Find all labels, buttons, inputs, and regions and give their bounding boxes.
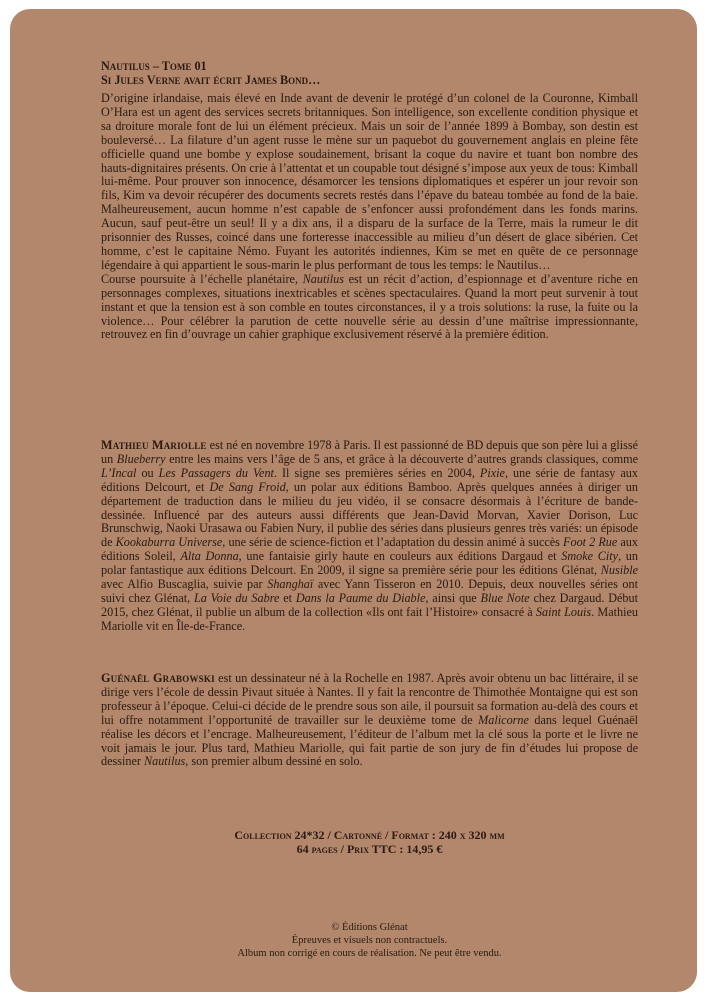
book-specs: [101, 828, 638, 856]
series-title: Nautilus – Tome 01: [101, 59, 207, 73]
format-line: Collection 24*32 / Cartonné / Format : 240 x 320 mm: [234, 828, 505, 842]
book-header: [101, 59, 638, 87]
copyright: © Éditions Glénat: [331, 922, 408, 933]
synopsis-paragraph-1: D’origine irlandaise, mais élevé en Inde avant de devenir le protégé d’un colonel de la Couronne, Kimball O’Hara est un agent des services secrets britanniques. Son intelligence, son excellente condition physique et sa droiture morale font de lui un élément précieux. Mais un soir de l’année 1899 à Bombay, son destin est bouleversé… La filature d’un agent russe le mène sur un paquebot du gouvernement anglais en pleine fête officielle quand une bombe y explose soudainement, brisant la coque du navire et tuant bon nombre des hauts-dignitaires présents. On crie à l’attentat et un coupable tout désigné s’impose aux yeux de tous: Kimball lui-même. Pour prouver son innocence, désamorcer les tensions diplomatiques et espérer un jour revoir son fils, Kim va devoir récupérer des documents secrets restés dans l’épave du bateau tombée au fond de la baie. Malheureusement, aucun homme n’est capable de s’enfoncer aussi profondément dans les fonds marins. Aucun, sauf peut-être un seul! Il y a dix ans, il a disparu de la surface de la Terre, mais la rumeur le dit prisonnier des Russes, coincé dans une forteresse inaccessible au milieu d’un désert de glace sibérien. Cet homme, c’est le capitaine Némo. Fuyant les autorités indiennes, Kim se met en quête de ce personnage légendaire à qui appartient le sous-marin le plus performant de tous les temps: le Nautilus…: [101, 91, 638, 272]
press-sheet: [10, 9, 697, 992]
author-name: Mathieu Mariolle: [101, 438, 207, 452]
artist-name: Guénaël Grabowski: [101, 671, 215, 685]
artist-bio: Guénaël Grabowski est un dessinateur né à la Rochelle en 1987. Après avoir obtenu un bac littéraire, il se dirige vers l’école de dessin Pivaut située à Nantes. Il y fait la rencontre de Thimothée Montaigne qui est son professeur à l’époque. Celui-ci décide de le prendre sous son aile, il poursuit sa formation au-delà des cours et lui offre notamment l’opportunité de travailler sur le deuxième tome de Malicorne dans lequel Guénaël réalise les décors et l’encrage. Malheureusement, l’éditeur de l’album met la clé sous la porte et le livre ne voit jamais le jour. Plus tard, Mathieu Mariolle, qui fait partie de son jury de fin d’études lui propose de dessiner Nautilus, son premier album dessiné en solo.: [101, 671, 638, 769]
author-bio: Mathieu Mariolle est né en novembre 1978 à Paris. Il est passionné de BD depuis que son père lui a glissé un Blueberry entre les mains vers l’âge de 5 ans, et grâce à la découverte d’autres grands classiques, comme L’Incal ou Les Passagers du Vent. Il signe ses premières séries en 2004, Pixie, une série de fantasy aux éditions Delcourt, et De Sang Froid, un polar aux éditions Bamboo. Après quelques années à diriger un département de traduction dans le milieu du jeu vidéo, il se consacre désormais à l’écriture de bande-dessinée. Influencé par des auteurs aussi différents que Jean-David Morvan, Xavier Dorison, Luc Brunschwig, Naoki Urasawa ou Fabien Nury, il publie des séries dans plusieurs genres très variés: un épisode de Kookaburra Universe, une série de science-fiction et l’adaptation du dessin animé à succès Foot 2 Rue aux éditions Soleil, Alta Donna, une fantaisie girly haute en couleurs aux éditions Dargaud et Smoke City, un polar fantastique aux éditions Delcourt. En 2009, il signe sa première série pour les éditions Glénat, Nusible avec Alfio Buscaglia, suivie par Shanghaï avec Yann Tisseron en 2010. Depuis, deux nouvelles séries ont suivi chez Glénat, La Voie du Sabre et Dans la Paume du Diable, ainsi que Blue Note chez Dargaud. Début 2015, chez Glénat, il publie un album de la collection «Ils ont fait l’Histoire» consacré à Saint Louis. Mathieu Mariolle vit en Île-de-France.: [101, 438, 639, 633]
tagline: Si Jules Verne avait écrit James Bond…: [101, 73, 321, 87]
disclaimer-2: Album non corrigé en cours de réalisation. Ne peut être vendu.: [237, 948, 502, 959]
credits: [101, 921, 638, 960]
synopsis: [101, 92, 638, 342]
price-line: 64 pages / Prix TTC : 14,95 €: [296, 842, 443, 856]
synopsis-paragraph-2: Course poursuite à l’échelle planétaire, Nautilus est un récit d’action, d’espionnage et d’aventure riche en personnages complexes, situations inextricables et scènes spectaculaires. Quand la mort peut survenir à tout instant et que la tension est à son comble en toutes circonstances, il y a trois solutions: la ruse, la fuite ou la violence… Pour célébrer la parution de cette nouvelle série au dessin d’une maîtrise impressionnante, retrouvez en fin d’ouvrage un cahier graphique exclusivement réservé à la première édition.: [101, 271, 638, 342]
disclaimer-1: Épreuves et visuels non contractuels.: [291, 935, 448, 946]
